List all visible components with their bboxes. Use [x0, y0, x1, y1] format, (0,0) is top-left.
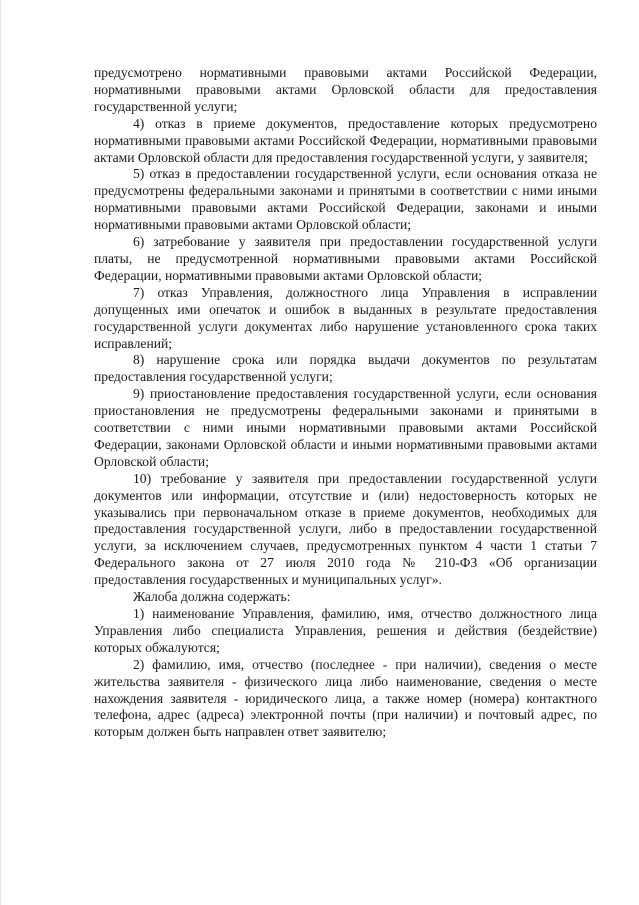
paragraph-continuation: предусмотрено нормативными правовыми актами Российской Федерации, нормативными правовыми актами Орловской области для предоставления государственной услуги; [94, 65, 597, 114]
scan-edge-left [0, 0, 1, 905]
list-item-7: 7) отказ Управления, должностного лица Управления в исправлении допущенных ими опечаток и ошибок в выданных в результате предоставления государственной услуги документах либо нарушение установленного срока таких исправлений; [94, 284, 597, 351]
list-item-9: 9) приостановление предоставления государственной услуги, если основания приостановления не предусмотрены федеральными законами и принятыми в соответствии с ними иными нормативными правовыми актами Российской Федерации, законами Орловской области и иными нормативными правовыми актами Орловской области; [94, 386, 597, 469]
document-body [94, 65, 597, 741]
complaint-contents-heading: Жалоба должна содержать: [133, 589, 291, 605]
list-item-8: 8) нарушение срока или порядка выдачи документов по результатам предоставления государственной услуги; [94, 352, 597, 385]
list-item-10: 10) требование у заявителя при предоставлении государственной услуги документов или информации, отсутствие и (или) недостоверность которых не указывались при первоначальном отказе в приеме документов, необходимых для предоставления государственной услуги, либо в предоставлении государственной услуги, за исключением случаев, предусмотренных пунктом 4 части 1 статьи 7 Федерального закона от 27 июля 2010 года № 210-ФЗ «Об организации предоставления государственных и муниципальных услуг». [94, 470, 597, 588]
complaint-item-2: 2) фамилию, имя, отчество (последнее - при наличии), сведения о месте жительства заявителя - физического лица либо наименование, сведения о месте нахождения заявителя - юридического лица, а также номер (номера) контактного телефона, адрес (адреса) электронной почты (при наличии) и почтовый адрес, по которым должен быть направлен ответ заявителю; [94, 656, 597, 740]
list-item-4: 4) отказ в приеме документов, предоставление которых предусмотрено нормативными правовыми актами Российской Федерации, нормативными правовыми актами Орловской области для предоставления государственной услуги, у заявителя; [94, 115, 597, 165]
complaint-item-1: 1) наименование Управления, фамилию, имя, отчество должностного лица Управления либо специалиста Управления, решения и действия (бездействие) которых обжалуются; [94, 606, 597, 655]
list-item-5: 5) отказ в предоставлении государственной услуги, если основания отказа не предусмотрены федеральными законами и принятыми в соответствии с ними иными нормативными правовыми актами Российской Федерации, законами и иными нормативными правовыми актами Орловской области; [94, 166, 597, 233]
list-item-6: 6) затребование у заявителя при предоставлении государственной услуги платы, не предусмотренной нормативными правовыми актами Российской Федерации, нормативными правовыми актами Орловской области; [94, 234, 597, 283]
